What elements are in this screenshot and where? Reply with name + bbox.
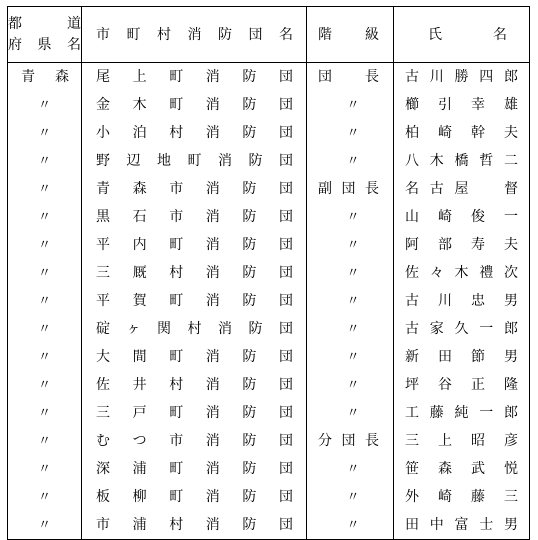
person-name-cell — [394, 511, 530, 540]
rank-cell — [307, 259, 394, 287]
table-row — [8, 175, 530, 203]
fire-brigade-roster-table — [7, 6, 530, 540]
brigade-cell — [82, 455, 307, 483]
header-unit-label: 市 町 村 消 防 団 名 — [96, 26, 293, 43]
person-name-cell-text: 八 木 橋 哲 二 — [405, 153, 518, 169]
rank-cell-text: 〃 — [346, 489, 360, 505]
person-name-cell — [394, 371, 530, 399]
person-name-cell-text: 名 古 屋 督 — [405, 181, 518, 197]
prefecture-cell — [8, 147, 82, 175]
rank-cell — [307, 399, 394, 427]
prefecture-cell — [8, 63, 82, 92]
person-name-cell-text: 三 上 昭 彦 — [405, 433, 518, 449]
brigade-cell-text: む つ 市 消 防 団 — [96, 433, 293, 449]
rank-cell — [307, 511, 394, 540]
person-name-cell — [394, 231, 530, 259]
header-prefecture — [8, 7, 82, 63]
person-name-cell — [394, 483, 530, 511]
brigade-cell-text: 黒 石 市 消 防 団 — [96, 209, 293, 225]
brigade-cell-text: 深 浦 町 消 防 団 — [96, 461, 293, 477]
person-name-cell-text: 新 田 節 男 — [405, 349, 518, 365]
brigade-cell — [82, 343, 307, 371]
rank-cell — [307, 91, 394, 119]
table-row — [8, 91, 530, 119]
prefecture-cell-text: 〃 — [37, 405, 51, 421]
prefecture-cell-text: 〃 — [37, 517, 51, 533]
prefecture-cell-text: 青 森 — [21, 69, 69, 85]
brigade-cell — [82, 91, 307, 119]
table-row — [8, 203, 530, 231]
prefecture-cell — [8, 91, 82, 119]
table-row — [8, 147, 530, 175]
prefecture-cell — [8, 483, 82, 511]
person-name-cell — [394, 175, 530, 203]
prefecture-cell-text: 〃 — [37, 433, 51, 449]
brigade-cell-text: 市 浦 村 消 防 団 — [96, 517, 293, 533]
prefecture-cell — [8, 231, 82, 259]
prefecture-cell-text: 〃 — [37, 349, 51, 365]
prefecture-cell — [8, 203, 82, 231]
person-name-cell — [394, 119, 530, 147]
rank-cell — [307, 203, 394, 231]
rank-cell-text: 副 団 長 — [318, 181, 379, 197]
rank-cell-text: 〃 — [346, 237, 360, 253]
brigade-cell — [82, 63, 307, 92]
person-name-cell — [394, 91, 530, 119]
prefecture-cell — [8, 511, 82, 540]
table-row — [8, 231, 530, 259]
prefecture-cell-text: 〃 — [37, 265, 51, 281]
person-name-cell — [394, 399, 530, 427]
header-name — [394, 7, 530, 63]
prefecture-cell-text: 〃 — [37, 237, 51, 253]
brigade-cell — [82, 399, 307, 427]
person-name-cell-text: 阿 部 寿 夫 — [405, 237, 518, 253]
rank-cell — [307, 427, 394, 455]
header-unit — [82, 7, 307, 63]
rank-cell-text: 〃 — [346, 461, 360, 477]
brigade-cell — [82, 483, 307, 511]
rank-cell — [307, 343, 394, 371]
prefecture-cell-text: 〃 — [37, 293, 51, 309]
table-row — [8, 287, 530, 315]
rank-cell — [307, 147, 394, 175]
person-name-cell — [394, 427, 530, 455]
rank-cell-text: 〃 — [346, 125, 360, 141]
brigade-cell-text: 板 柳 町 消 防 団 — [96, 489, 293, 505]
table-row — [8, 63, 530, 92]
person-name-cell — [394, 147, 530, 175]
brigade-cell-text: 三 厩 村 消 防 団 — [96, 265, 293, 281]
brigade-cell-text: 小 泊 村 消 防 団 — [96, 125, 293, 141]
brigade-cell-text: 三 戸 町 消 防 団 — [96, 405, 293, 421]
brigade-cell-text: 野 辺 地 町 消 防 団 — [96, 153, 293, 169]
table-header-row — [8, 7, 530, 63]
table-row — [8, 343, 530, 371]
table-row — [8, 455, 530, 483]
header-prefecture-line1: 都 道 — [8, 16, 81, 32]
table-row — [8, 483, 530, 511]
brigade-cell-text: 青 森 市 消 防 団 — [96, 181, 293, 197]
header-prefecture-line2: 府 県 名 — [8, 37, 81, 53]
rank-cell-text: 〃 — [346, 209, 360, 225]
rank-cell — [307, 287, 394, 315]
prefecture-cell — [8, 315, 82, 343]
person-name-cell — [394, 287, 530, 315]
rank-cell — [307, 315, 394, 343]
person-name-cell — [394, 63, 530, 92]
prefecture-cell-text: 〃 — [37, 125, 51, 141]
person-name-cell-text: 柏 崎 幹 夫 — [405, 125, 518, 141]
person-name-cell — [394, 343, 530, 371]
rank-cell-text: 〃 — [346, 153, 360, 169]
rank-cell — [307, 483, 394, 511]
person-name-cell-text: 坪 谷 正 隆 — [405, 377, 518, 393]
prefecture-cell — [8, 343, 82, 371]
brigade-cell-text: 尾 上 町 消 防 団 — [96, 69, 293, 85]
prefecture-cell-text: 〃 — [37, 489, 51, 505]
header-name-label: 氏 名 — [428, 26, 507, 43]
brigade-cell-text: 平 賀 町 消 防 団 — [96, 293, 293, 309]
table-row — [8, 511, 530, 540]
person-name-cell-text: 古 川 忠 男 — [405, 293, 518, 309]
person-name-cell-text: 山 崎 俊 一 — [405, 209, 518, 225]
rank-cell — [307, 455, 394, 483]
rank-cell-text: 〃 — [346, 405, 360, 421]
person-name-cell — [394, 259, 530, 287]
prefecture-cell-text: 〃 — [37, 377, 51, 393]
brigade-cell — [82, 315, 307, 343]
table-row — [8, 371, 530, 399]
person-name-cell-text: 笹 森 武 悦 — [405, 461, 518, 477]
rank-cell — [307, 119, 394, 147]
person-name-cell — [394, 315, 530, 343]
prefecture-cell-text: 〃 — [37, 153, 51, 169]
header-rank — [307, 7, 394, 63]
person-name-cell-text: 佐 々 木 禮 次 — [405, 265, 518, 281]
table-row — [8, 315, 530, 343]
brigade-cell-text: 金 木 町 消 防 団 — [96, 97, 293, 113]
brigade-cell — [82, 259, 307, 287]
brigade-cell — [82, 119, 307, 147]
rank-cell — [307, 231, 394, 259]
rank-cell-text: 〃 — [346, 97, 360, 113]
table-body — [8, 63, 530, 540]
person-name-cell-text: 古 川 勝 四 郎 — [405, 69, 518, 85]
person-name-cell — [394, 203, 530, 231]
rank-cell — [307, 175, 394, 203]
brigade-cell-text: 佐 井 村 消 防 団 — [96, 377, 293, 393]
prefecture-cell — [8, 175, 82, 203]
table-row — [8, 259, 530, 287]
header-rank-label: 階 級 — [318, 26, 379, 43]
prefecture-cell — [8, 399, 82, 427]
table-row — [8, 399, 530, 427]
prefecture-cell-text: 〃 — [37, 181, 51, 197]
brigade-cell — [82, 147, 307, 175]
prefecture-cell — [8, 259, 82, 287]
rank-cell — [307, 371, 394, 399]
rank-cell-text: 〃 — [346, 293, 360, 309]
brigade-cell-text: 平 内 町 消 防 団 — [96, 237, 293, 253]
brigade-cell — [82, 511, 307, 540]
prefecture-cell-text: 〃 — [37, 97, 51, 113]
brigade-cell — [82, 203, 307, 231]
rank-cell-text: 〃 — [346, 265, 360, 281]
table-row — [8, 427, 530, 455]
prefecture-cell — [8, 119, 82, 147]
prefecture-cell — [8, 287, 82, 315]
table-row — [8, 119, 530, 147]
prefecture-cell — [8, 455, 82, 483]
brigade-cell — [82, 231, 307, 259]
prefecture-cell-text: 〃 — [37, 209, 51, 225]
rank-cell-text: 〃 — [346, 321, 360, 337]
prefecture-cell-text: 〃 — [37, 321, 51, 337]
rank-cell-text: 〃 — [346, 349, 360, 365]
brigade-cell — [82, 175, 307, 203]
brigade-cell-text: 碇 ヶ 関 村 消 防 団 — [96, 321, 293, 337]
prefecture-cell — [8, 427, 82, 455]
rank-cell-text: 〃 — [346, 377, 360, 393]
brigade-cell — [82, 427, 307, 455]
rank-cell-text: 団 長 — [318, 69, 379, 85]
rank-cell — [307, 63, 394, 92]
brigade-cell-text: 大 間 町 消 防 団 — [96, 349, 293, 365]
prefecture-cell — [8, 371, 82, 399]
person-name-cell-text: 古 家 久 一 郎 — [405, 321, 518, 337]
rank-cell-text: 〃 — [346, 517, 360, 533]
person-name-cell-text: 櫛 引 幸 雄 — [405, 97, 518, 113]
brigade-cell — [82, 287, 307, 315]
person-name-cell-text: 外 崎 藤 三 — [405, 489, 518, 505]
person-name-cell — [394, 455, 530, 483]
brigade-cell — [82, 371, 307, 399]
person-name-cell-text: 田 中 富 士 男 — [405, 517, 518, 533]
rank-cell-text: 分 団 長 — [318, 433, 379, 449]
prefecture-cell-text: 〃 — [37, 461, 51, 477]
person-name-cell-text: 工 藤 純 一 郎 — [405, 405, 518, 421]
